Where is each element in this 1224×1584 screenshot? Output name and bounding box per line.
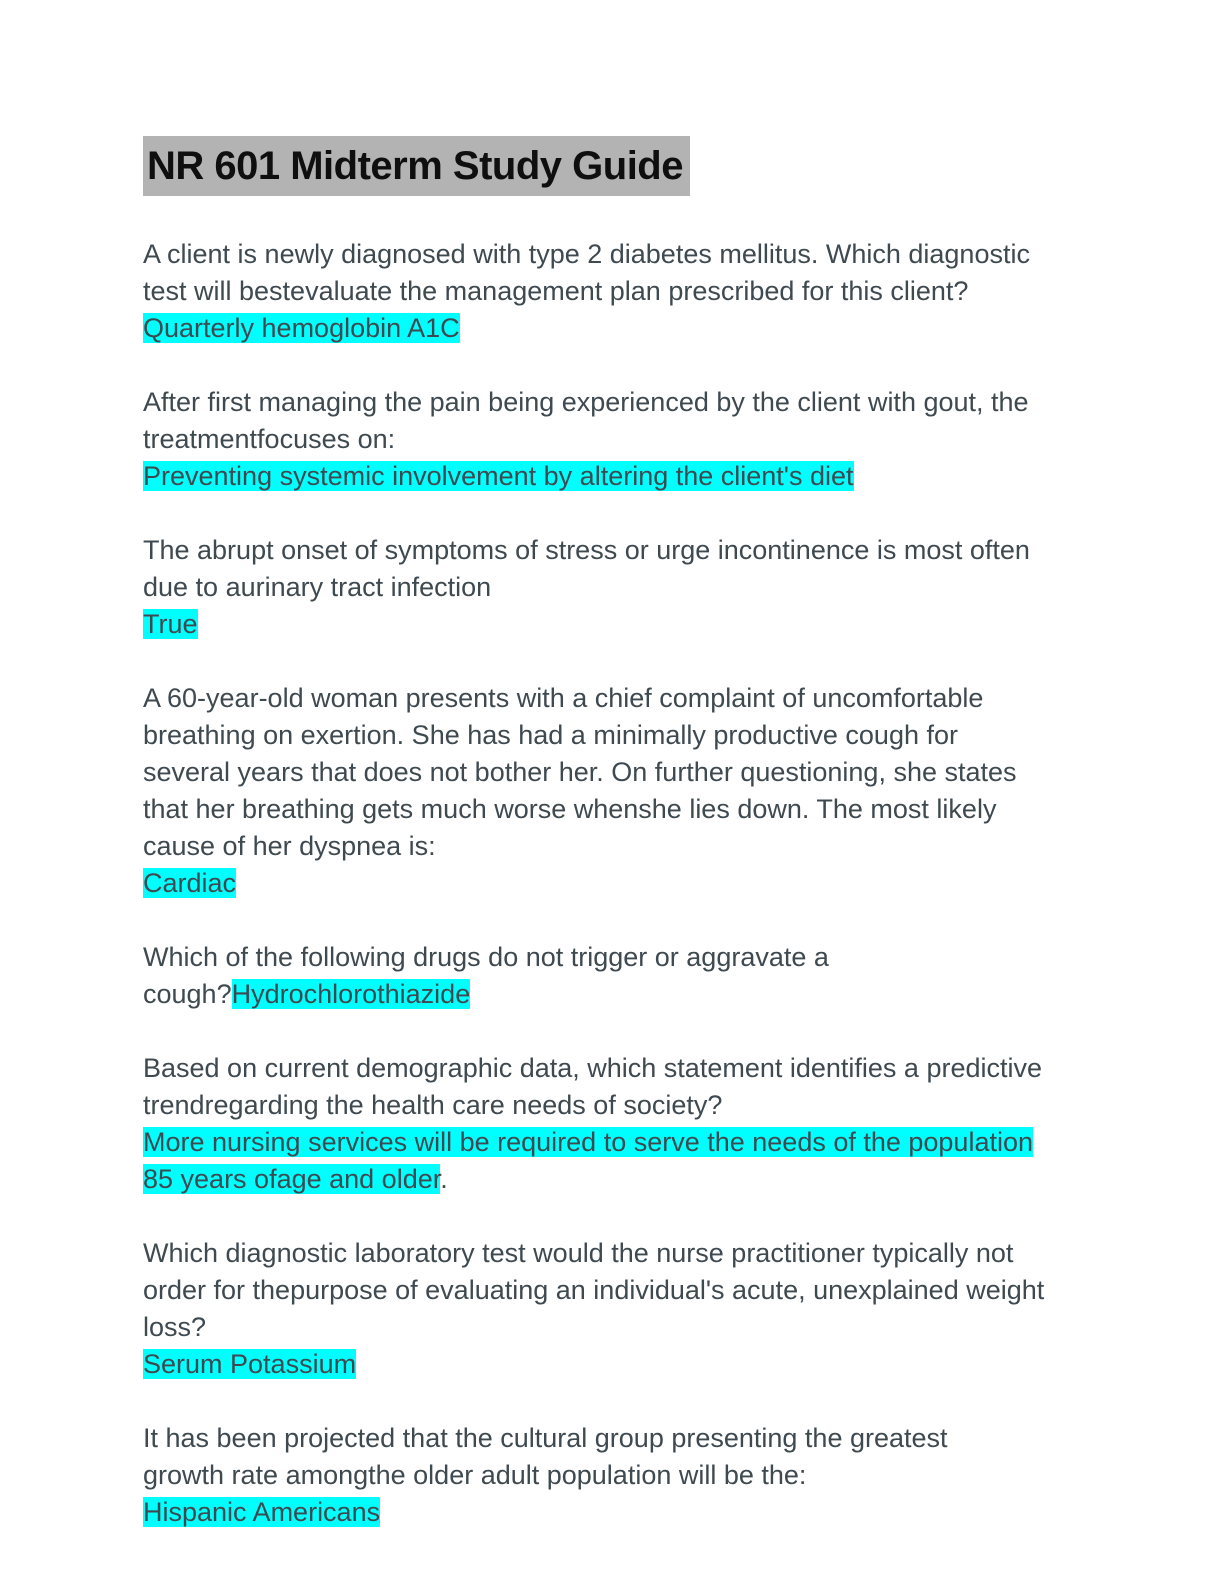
highlighted-answer: Hispanic Americans [143,1497,381,1527]
highlighted-answer: True [143,609,198,639]
question-text: After first managing the pain being experienced by the client with gout, the treatmentfocuses on: [143,387,1029,454]
question-text: Based on current demographic data, which statement identifies a predictive trendregarding the health care needs of society? [143,1053,1043,1120]
highlighted-answer: Cardiac [143,868,237,898]
question-answer-block [143,1235,1153,1383]
highlighted-answer: Serum Potassium [143,1349,357,1379]
question-answer-block [143,236,1153,347]
question-text: Which of the following drugs do not trigger or aggravate a cough? [143,942,829,1009]
question-answer-block [143,532,1153,643]
document-body [143,236,1153,1531]
highlighted-answer: Preventing systemic involvement by altering the client's diet [143,461,854,491]
question-text: . [440,1164,448,1194]
question-answer-block [143,1050,1153,1198]
question-text: A 60-year-old woman presents with a chief complaint of uncomfortable breathing on exertion. She has had a minimally productive cough for several years that does not bother her. On further questioning, she states that her breathing gets much worse whenshe lies down. The most likely cause of her dyspnea is: [143,683,1017,861]
question-text: It has been projected that the cultural group presenting the greatest growth rate amongthe older adult population will be the: [143,1423,948,1490]
question-answer-block [143,939,1153,1013]
highlighted-answer: Quarterly hemoglobin A1C [143,313,460,343]
question-answer-block [143,384,1153,495]
question-text: Which diagnostic laboratory test would the nurse practitioner typically not order for thepurpose of evaluating an individual's acute, unexplained weight loss? [143,1238,1045,1342]
document-title [143,142,1124,191]
highlighted-answer: Hydrochlorothiazide [231,979,471,1009]
question-text: The abrupt onset of symptoms of stress or urge incontinence is most often due to aurinary tract infection [143,535,1030,602]
question-answer-block [143,680,1153,902]
question-answer-block [143,1420,1153,1531]
highlighted-answer: More nursing services will be required to serve the needs of the population 85 years ofage and older [143,1127,1033,1194]
question-text: A client is newly diagnosed with type 2 diabetes mellitus. Which diagnostic test will bestevaluate the management plan prescribed for this client? [143,239,1030,306]
title-highlight: NR 601 Midterm Study Guide [143,136,690,196]
